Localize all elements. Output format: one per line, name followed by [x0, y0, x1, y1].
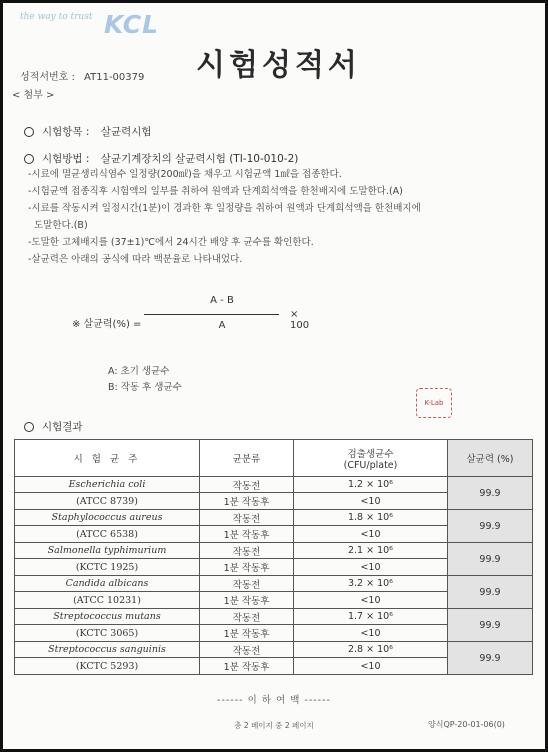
sterilization-formula [72, 295, 312, 339]
kcl-logo: KCL [104, 10, 160, 39]
procedure-step: -시료를 작동시켜 일정시간(1분)이 경과한 후 일정량을 취하여 원액과 단계희석액을 한천배지에 [28, 203, 421, 214]
category-after: 1분 작동후 [200, 493, 294, 510]
category-before: 작동전 [200, 510, 294, 526]
certificate-number [20, 68, 144, 83]
organism-name: Escherichia coli [15, 477, 200, 493]
table-row [15, 477, 533, 493]
header-rate: 살균력 (%) [448, 440, 533, 477]
procedure-step: -시료에 멸균생리식염수 일정량(200㎖)을 채우고 시험균액 1㎖을 접종한다. [28, 169, 342, 180]
test-method-label: 시험방법 : [42, 153, 90, 165]
category-after: 1분 작동후 [200, 559, 294, 576]
strain-code: (ATCC 8739) [15, 493, 200, 510]
count-after: <10 [294, 559, 448, 576]
form-id: 양식QP-20-01-06(0) [428, 720, 505, 729]
header-strain: 시 험 균 주 [15, 440, 200, 477]
count-after: <10 [294, 526, 448, 543]
lab-seal-stamp: K-Lab [416, 388, 452, 418]
test-item-value: 살균력시험 [100, 126, 152, 138]
table-header-row [15, 440, 533, 477]
sterilization-rate: 99.9 [448, 543, 533, 576]
strain-code: (KCTC 5293) [15, 658, 200, 675]
count-before: 2.1 × 10⁶ [294, 543, 448, 559]
test-method-value: 살균기계장치의 살균력시험 (TI-10-010-2) [100, 153, 299, 165]
procedure-step: -살균력은 아래의 공식에 따라 백분율로 나타내었다. [28, 254, 243, 265]
formula-numerator: A - B [210, 295, 234, 306]
table-row [15, 642, 533, 658]
circle-bullet-icon [24, 422, 34, 432]
sterilization-rate: 99.9 [448, 576, 533, 609]
page-indicator: 총 2 페이지 중 2 페이지 [234, 721, 314, 730]
category-before: 작동전 [200, 477, 294, 493]
strain-code: (KCTC 3065) [15, 625, 200, 642]
certificate-number-label: 성적서번호 : [20, 72, 75, 83]
procedure-step: -시험균액 접종직후 시험액의 일부를 취하여 원액과 단계희석액을 한천배지에 도말한다.(A) [28, 186, 403, 197]
header-category: 균분류 [200, 440, 294, 477]
strain-code: (ATCC 10231) [15, 592, 200, 609]
fraction-bar [144, 314, 279, 315]
count-before: 2.8 × 10⁶ [294, 642, 448, 658]
certificate-number-value: AT11-00379 [84, 72, 145, 83]
results-heading [24, 419, 83, 434]
organism-name: Streptococcus sanguinis [15, 642, 200, 658]
formula-multiplier: × 100 [290, 309, 310, 331]
count-after: <10 [294, 658, 448, 675]
procedure-steps [28, 166, 533, 268]
category-before: 작동전 [200, 642, 294, 658]
test-item-heading [24, 124, 152, 139]
organism-name: Candida albicans [15, 576, 200, 592]
count-before: 1.8 × 10⁶ [294, 510, 448, 526]
count-before: 1.2 × 10⁶ [294, 477, 448, 493]
table-row [15, 543, 533, 559]
category-after: 1분 작동후 [200, 625, 294, 642]
circle-bullet-icon [24, 154, 34, 164]
results-label: 시험결과 [42, 421, 83, 433]
category-before: 작동전 [200, 543, 294, 559]
sterilization-rate: 99.9 [448, 609, 533, 642]
procedure-step: -도말한 고체배지를 (37±1)℃에서 24시간 배양 후 균수를 확인한다. [28, 237, 314, 248]
organism-name: Staphylococcus aureus [15, 510, 200, 526]
sterilization-rate: 99.9 [448, 642, 533, 675]
test-item-label: 시험항목 : [42, 126, 90, 138]
procedure-step: 도말한다.(B) [34, 220, 88, 231]
count-after: <10 [294, 493, 448, 510]
category-after: 1분 작동후 [200, 592, 294, 609]
header-count-unit: (CFU/plate) [343, 459, 398, 471]
header-count-label: 검출생균수 [347, 448, 394, 460]
sterilization-rate: 99.9 [448, 510, 533, 543]
attachment-label: < 첨부 > [12, 90, 55, 101]
formula-denominator: A [218, 320, 226, 331]
category-after: 1분 작동후 [200, 526, 294, 543]
formula-label: ※ 살균력(%) = [72, 319, 142, 330]
circle-bullet-icon [24, 127, 34, 137]
table-row [15, 609, 533, 625]
brand-tagline: the way to trust [20, 12, 93, 22]
count-before: 3.2 × 10⁶ [294, 576, 448, 592]
results-table [14, 439, 533, 675]
strain-code: (KCTC 1925) [15, 559, 200, 576]
organism-name: Streptococcus mutans [15, 609, 200, 625]
count-after: <10 [294, 592, 448, 609]
test-method-heading [24, 151, 298, 166]
table-row [15, 510, 533, 526]
header-count [294, 440, 448, 477]
category-after: 1분 작동후 [200, 658, 294, 675]
category-before: 작동전 [200, 609, 294, 625]
count-before: 1.7 × 10⁶ [294, 609, 448, 625]
legend-a: A: 초기 생균수 [108, 366, 170, 377]
sterilization-rate: 99.9 [448, 477, 533, 510]
organism-name: Salmonella typhimurium [15, 543, 200, 559]
strain-code: (ATCC 6538) [15, 526, 200, 543]
count-after: <10 [294, 625, 448, 642]
table-row [15, 576, 533, 592]
end-of-document-marker: ------ 이 하 여 백 ------ [217, 695, 331, 706]
category-before: 작동전 [200, 576, 294, 592]
document-title: 시험성적서 [196, 48, 361, 83]
legend-b: B: 작동 후 생균수 [108, 382, 182, 393]
